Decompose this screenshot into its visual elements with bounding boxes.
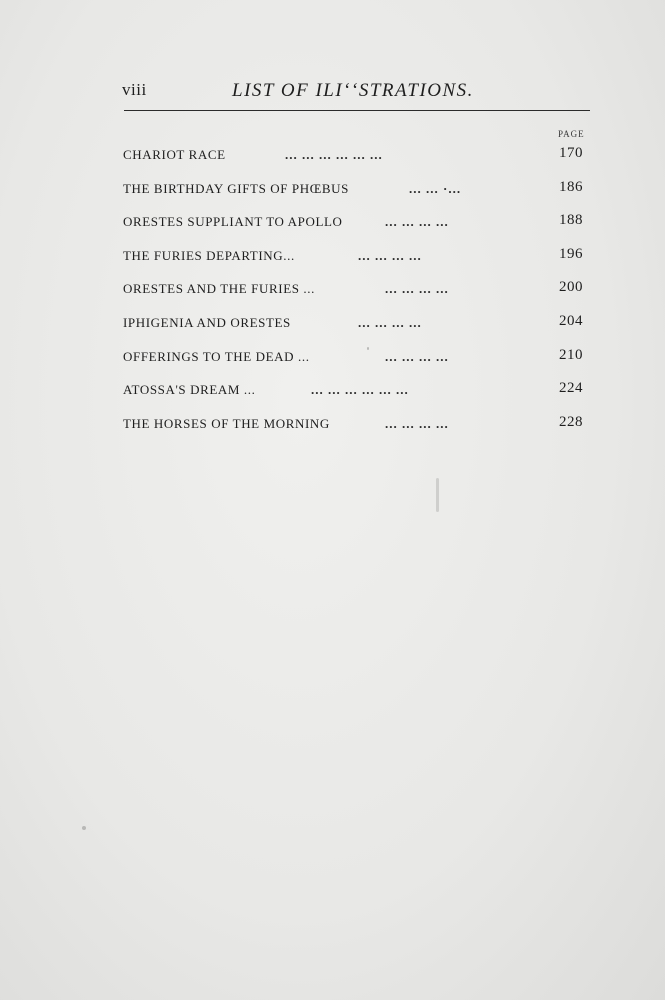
- entry-page: 210: [559, 346, 583, 363]
- list-item: [123, 211, 593, 245]
- dot-leader: ... ... ... ...: [358, 247, 422, 263]
- entry-page: 186: [559, 178, 583, 195]
- entry-title: ORESTES AND THE FURIES ...: [123, 281, 315, 297]
- entry-page: 224: [559, 380, 583, 397]
- list-item: [123, 312, 593, 346]
- entry-page: 170: [559, 145, 583, 161]
- list-item: [123, 413, 593, 447]
- dot-leader: ... ... ... ...: [385, 348, 449, 364]
- entry-title: IPHIGENIA AND ORESTES: [123, 314, 291, 330]
- entry-page: 204: [559, 312, 583, 329]
- entry-page: 188: [559, 212, 583, 229]
- list-item: [123, 144, 593, 178]
- entry-title: OFFERINGS TO THE DEAD ...: [123, 348, 310, 364]
- page-column-label: PAGE: [558, 129, 585, 139]
- entry-page: 200: [559, 279, 583, 296]
- dot-leader: ... ... ... ...: [385, 415, 449, 431]
- folio-number: viii: [122, 80, 147, 99]
- page-header: [122, 80, 590, 104]
- entry-title: THE BIRTHDAY GIFTS OF PHŒBUS: [123, 180, 349, 196]
- paper-speck: [82, 826, 86, 830]
- dot-leader: ... ... ... ... ... ...: [285, 147, 383, 162]
- list-item: [123, 245, 593, 279]
- dot-leader: ... ... ... ...: [385, 281, 449, 297]
- illustrations-list: [123, 144, 593, 446]
- list-item: [123, 379, 593, 413]
- dot-leader: ... ... ... ...: [385, 214, 449, 230]
- header-rule: [124, 110, 590, 111]
- dot-leader: ... ... ·...: [409, 180, 462, 196]
- dot-leader: ... ... ... ...: [358, 314, 422, 330]
- paper-mark: [436, 478, 439, 512]
- entry-page: 196: [559, 245, 583, 262]
- list-item: [123, 346, 593, 380]
- list-item: [123, 278, 593, 312]
- dot-leader: ... ... ... ... ... ...: [311, 382, 409, 398]
- list-item: [123, 178, 593, 212]
- running-title: LIST OF ILIʻʻSTRATIONS.: [232, 80, 474, 101]
- entry-title: THE HORSES OF THE MORNING: [123, 415, 330, 431]
- entry-title: THE FURIES DEPARTING...: [123, 247, 295, 263]
- entry-page: 228: [559, 413, 583, 430]
- entry-title: ORESTES SUPPLIANT TO APOLLO: [123, 214, 343, 230]
- entry-title: ATOSSA'S DREAM ...: [123, 382, 256, 398]
- entry-title: CHARIOT RACE: [123, 147, 226, 162]
- paper-speck: [367, 347, 369, 350]
